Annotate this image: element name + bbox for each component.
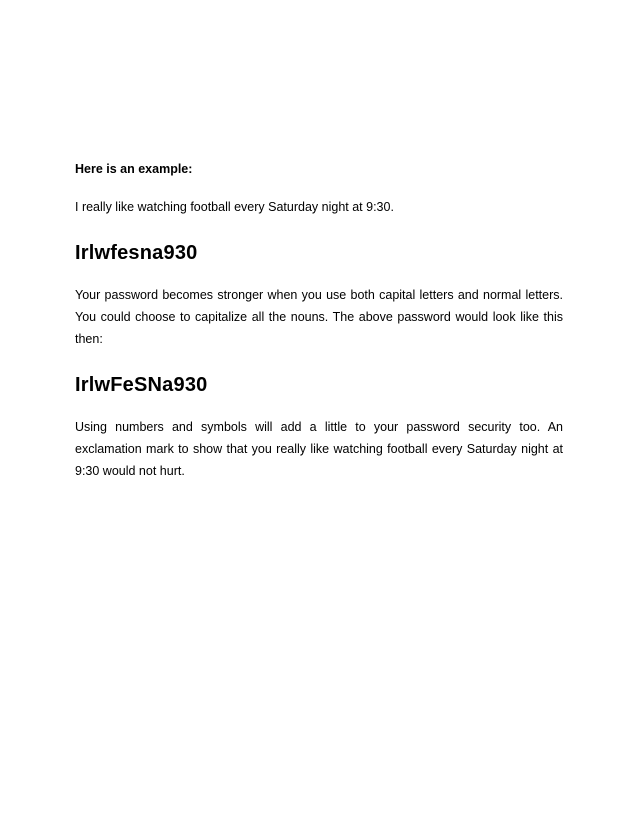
example-password: Irlwfesna930 [75,242,198,264]
capitalized-password: IrlwFeSNa930 [75,374,208,396]
symbols-paragraph: Using numbers and symbols will add a little to your password security too. An exclamation mark to show that you really like watching football every Saturday night at 9:30 would not hurt. [75,420,563,478]
example-sentence: I really like watching football every Saturday night at 9:30. [75,200,394,214]
page-content [75,160,563,482]
capitalization-paragraph: Your password becomes stronger when you use both capital letters and normal letters. You could choose to capitalize all the nouns. The above password would look like this then: [75,288,563,346]
intro-label: Here is an example: [75,162,193,176]
